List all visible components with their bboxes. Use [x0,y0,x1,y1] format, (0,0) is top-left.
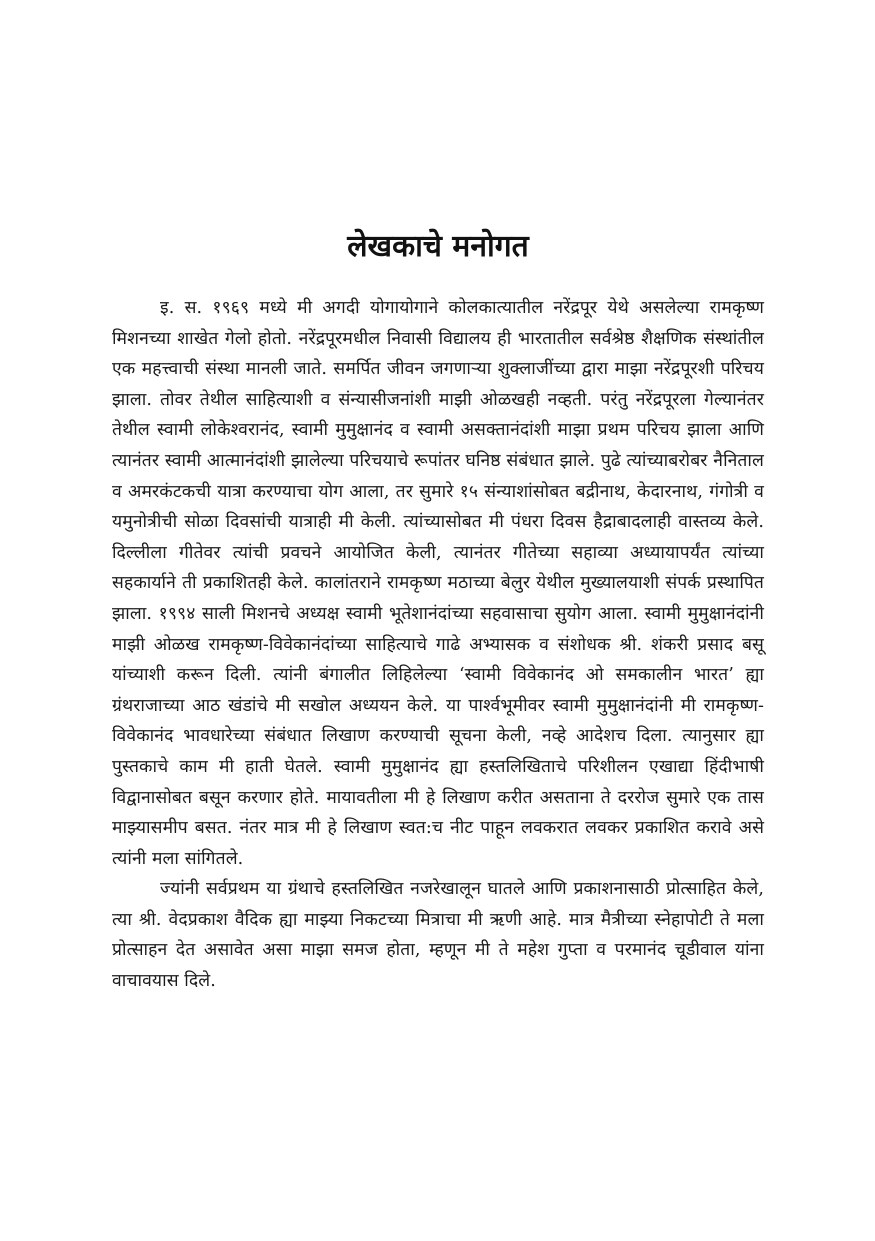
paragraph-1: इ. स. १९६९ मध्ये मी अगदी योगायोगाने कोलकात्यातील नरेंद्रपूर येथे असलेल्या रामकृष्ण मिशनच्या शाखेत गेलो होतो. नरेंद्रपूरमधील निवासी विद्यालय ही भारतातील सर्वश्रेष्ठ शैक्षणिक संस्थांतील एक महत्त्वाची संस्था मानली जाते. समर्पित जीवन जगणाऱ्या शुक्लाजींच्या द्वारा माझा नरेंद्रपूरशी परिचय झाला. तोवर तेथील साहित्याशी व संन्यासीजनांशी माझी ओळखही नव्हती. परंतु नरेंद्रपूरला गेल्यानंतर तेथील स्वामी लोकेश्वरानंद, स्वामी मुमुक्षानंद व स्वामी असक्तानंदांशी माझा प्रथम परिचय झाला आणि त्यानंतर स्वामी आत्मानंदांशी झालेल्या परिचयाचे रूपांतर घनिष्ठ संबंधात झाले. पुढे त्यांच्याबरोबर नैनिताल व अमरकंटकची यात्रा करण्याचा योग आला, तर सुमारे १५ संन्याशांसोबत बद्रीनाथ, केदारनाथ, गंगोत्री व यमुनोत्रीची सोळा दिवसांची यात्राही मी केली. त्यांच्यासोबत मी पंधरा दिवस हैद्राबादलाही वास्तव्य केले. दिल्लीला गीतेवर त्यांची प्रवचने आयोजित केली, त्यानंतर गीतेच्या सहाव्या अध्यायापर्यंत त्यांच्या सहकार्याने ती प्रकाशितही केले. कालांतराने रामकृष्ण मठाच्या बेलुर येथील मुख्यालयाशी संपर्क प्रस्थापित झाला. १९९४ साली मिशनचे अध्यक्ष स्वामी भूतेशानंदांच्या सहवासाचा सुयोग आला. स्वामी मुमुक्षानंदांनी माझी ओळख रामकृष्ण-विवेकानंदांच्या साहित्याचे गाढे अभ्यासक व संशोधक श्री. शंकरी प्रसाद बसू यांच्याशी करून दिली. त्यांनी बंगालीत लिहिलेल्या ‘स्वामी विवेकानंद ओ समकालीन भारत’ ह्या ग्रंथराजाच्या आठ खंडांचे मी सखोल अध्ययन केले. या पार्श्वभूमीवर स्वामी मुमुक्षानंदांनी मी रामकृष्ण-विवेकानंद भावधारेच्या संबंधात लिखाण करण्याची सूचना केली, नव्हे आदेशच दिला. त्यानुसार ह्या पुस्तकाचे काम मी हाती घेतले. स्वामी मुमुक्षानंद ह्या हस्तलिखिताचे परिशीलन एखाद्या हिंदीभाषी विद्वानासोबत बसून करणार होते. मायावतीला मी हे लिखाण करीत असताना ते दररोज सुमारे एक तास माझ्यासमीप बसत. नंतर मात्र मी हे लिखाण स्वत:च नीट पाहून लवकरात लवकर प्रकाशित करावे असे त्यांनी मला सांगितले. [112,298,764,869]
paragraph-2: ज्यांनी सर्वप्रथम या ग्रंथाचे हस्तलिखित नजरेखालून घातले आणि प्रकाशनासाठी प्रोत्साहित केले, त्या श्री. वेदप्रकाश वैदिक ह्या माझ्या निकटच्या मित्राचा मी ऋणी आहे. मात्र मैत्रीच्या स्नेहापोटी ते मला प्रोत्साहन देत असावेत असा माझा समज होता, म्हणून मी ते महेश गुप्ता व परमानंद चूडीवाल यांना वाचावयास दिले. [112,879,764,992]
document-page [112,225,764,997]
page-title: लेखकाचे मनोगत [347,229,529,264]
